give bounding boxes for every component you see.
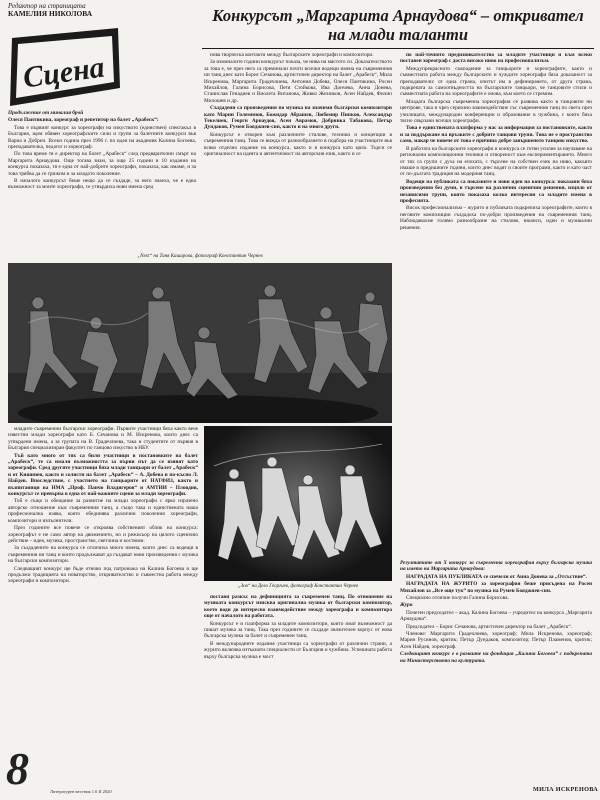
- editor-name: КАМЕЛИЯ НИКОЛОВА: [8, 9, 93, 18]
- right-column: [400, 52, 592, 552]
- mid-paragraph: нова творческа контакти между българските хореографи и композитори.: [210, 52, 374, 58]
- bottom-dance-photo: [204, 426, 392, 581]
- right-paragraph: по най-точното предизвикателство за младите участници и към всеки поставен хореограф с доста високо ниво на професионализъм.: [400, 52, 592, 65]
- left-column: [8, 110, 196, 250]
- lower-left-paragraph: За създадените на конкурса се отличиха много имена, които днес са водещи в съвременния ни танц и които продължават да създават нови произведения с музика на български композитори.: [8, 545, 198, 565]
- lower-mid-paragraph: В международните издания участници са хореографи от различни страни, а журито включва изтъкнати специалисти от България и чужбина. Успешната работа върху българска музика е мост: [204, 640, 392, 660]
- top-photo-caption: „Next“ на Таня Кашарова, фотограф Константин Чернев: [137, 254, 263, 259]
- lower-left-paragraph: Тъй като много от тях са били участници в постановките на балет „Арабеск“, те са имали възможността за първи път да се изявят като хореографи. Сред другите участници бяха млади танцьори от балет „Арабеск“ и от Кишинев, както и солисти на балет „Арабеск“ – А. Добева и по-късно Л. Найдев. Впоследствие, с участието на танцьорите от НАТФИЗ, както и възпитаници на НМА „Проф. Панчо Владигеров“ и АМТИИ – Пловдив, конкурсът се превърна в една от най-важните сцени за млади хореографи.: [8, 452, 198, 498]
- bottom-photo-caption: „Зов“ на Дело Георгиев, фотограф Константин Чернев: [237, 584, 359, 589]
- lower-mid-paragraph: Конкурсът е и платформа за младите композитори, които имат възможност да пишат музика за танц. Така през годините се създаде значителен корпус от нова българска музика за балет и съвременен танц.: [204, 620, 392, 640]
- top-dance-photo: [8, 263, 392, 423]
- lower-left-column: [8, 426, 198, 746]
- lower-left-paragraph: младите съвременни български хореографи. Първите участници бяха както вече известни млади хореографи като Б. Сечанова и М. Искренова, които днес са утвърдени имена, а за групата на В. Градечлиева, така и студентите от първия в България специализиран факултет по танцово изкуство в НБУ.: [8, 426, 198, 452]
- interviewee-lead: Олеся Пантикина, хореограф и репетитор на балет „Арабеск“:: [8, 117, 159, 124]
- left-paragraph: По това време тя е директор на балет „Арабеск“ след предварителни смърт на Маргарита Арнаудова. Още тогава знам, за още 25 години в 10 издания на конкурса показаха, тя е една от най-добрите хореографи, показаха, как имаме, и за това трябва да се грижим и за младото поколение.: [8, 151, 196, 177]
- logo-text: Сцена: [21, 50, 107, 95]
- mid-paragraph: Конкурсът е отворен към различните стилове, техники и концепции в съвременния танц. Това се вижда от разнообразието в подбора на участниците във всяко отделно издание на конкурса, както и в конкурса като цяло. Търси се оригиналност на идеята и автентичност на авторския език, както и се: [204, 131, 392, 158]
- right-paragraph: Това е единствената платформа у нас за информация за постановките, както и за поддържане на връзките с добрите танцови трупи. Това не е пространство само, макар че повече от това е причина добре завършеното танцово изкуство.: [400, 125, 592, 145]
- scena-logo: [8, 28, 123, 110]
- right-paragraph: Водещи на публиката са показните и нови идеи на конкурса: показани бяха произведения без думи, в търсене на различни сценични решения, изцяло от независими трупи, които показаха колко интересни са младите имена в професията.: [400, 178, 592, 204]
- kicker: Продължение от миналия брой: [8, 110, 84, 116]
- title-rule: [202, 48, 594, 49]
- right-paragraph: Младата българска съвременна хореография се развива както в танцовите ни центрове, така и чрез сериозно взаимодействие със съвременния танц по света през училищата, международни конференции и образование в чужбина, с които бяха тясно свързани всички хореографи.: [400, 98, 592, 125]
- right-paragraph: В работата на българските хореографи и конкурса се готви усилие за научаване на регионални композиционни техники и отвореност към експериментирането. Много от тях са групи с духа на епохата, с търсене на собствен език на ниво, какъвто имаше в предишните години, които днес водят и своите програми, както и като част от по-дългата традиция на модерния танц.: [400, 145, 592, 178]
- page-number: 8: [6, 743, 29, 794]
- jury-item: Почетен председател – акад. Калина Богоева – учредител на конкурса „Маргарита Арнаудова“.: [400, 609, 592, 623]
- left-paragraph: Това е първият конкурс за хореографи на изкуството (единствен) спектакъл в България, щом обявен хореографските сили и групи за балетните конкурси във Варна и Добрич. Всеки година през 1996 г. по идея на академик Калина Богоева, преподавателка, педагог и хореограф.: [8, 124, 196, 151]
- lower-left-paragraph: Следващият конкурс ще бъде отново под патронажа на Калина Богоева и ще продължи традицията на новаторство, откривателство и съвместна работа между хореографи и композитори.: [8, 565, 198, 585]
- right-paragraph: Междупрекрасното съвпадение за танцьорите и хореографите, както и съвместната работа между българските и чуждите хореографи бяха доказаност за преподаватели: от една страна, опитът им в дефинирането, от друга страна, подкрепата за самоотвъдността на българските танцьори, че танцовите стили и съвместната работа на хореографите е онова, към което се стремим.: [400, 65, 592, 98]
- closing-note: Следващият конкурс е в рамките на фондация „Калина Богоева“ с подкрепата на Министерството на културата.: [400, 651, 592, 664]
- footer-note: Литературен вестник 1.6 II 2020: [50, 789, 112, 794]
- right-paragraph: Висок професионализъм – журито и публиката подкрепиха хореографите, които в неговите композиции създадоха по-добри произведения на съвременния танц. Наблюдавахме голямо разнообразие на стилове, нюанси, идеи и музикални решения.: [400, 205, 592, 231]
- jury-item: Председател – Борис Сечанова, артистичен директор на балет „Арабеск“.: [406, 623, 573, 630]
- results-title: Резултатите от Х конкурс за съвременна хореография върху българска музика на името на Маргарита Арнаудова:: [400, 560, 592, 573]
- jury-label: Жури: [400, 602, 413, 609]
- jury-item: Членове: Маргарита Градечлиева, хореограф; Мила Искренова, хореограф; Марин Русинов, критик; Петър Дундаков, композитор; Петър Пламенов, критик; Асен Найдев, хореограф.: [400, 631, 592, 650]
- lower-mid-column: [204, 594, 392, 790]
- lower-left-paragraph: Той е също и обещание за развитие на млади хореографи с ярко изразено авторско отношение към съвременния танц, а също така и единствената наша професионална изява, която обединява различни поколения хореографи, композитори и изпълнители.: [8, 498, 198, 524]
- result-item: НАГРАДАТА НА ПУБЛИКАТА се спечели от Анна Донева за „Отсъствие“.: [406, 573, 587, 580]
- left-paragraph: В началото конкурсът беше нещо да се създаде, за него знаеха, че е една възможност за моите хореографи, се утвърдиха нови имена сред: [8, 178, 196, 191]
- article-title: Конкурсът „Маргарита Арнаудова“ – откривател на млади таланти: [212, 6, 584, 44]
- lower-mid-paragraph: постави разкъс на дефиницията за съвременен танц. По отношение на музиката конкурсът изисква оригинална музика от български композитор, което води до интересно взаимодействие между хореографа и композитора още от началото на работата.: [204, 594, 392, 620]
- editor-label: Редактор на страницата: [8, 2, 86, 10]
- lower-left-paragraph: През годините все повече се откроява собственият облик на конкурса: хореографът е не само автор на движението, но и режисьор на цялото сценично действие – идея, музика, пространство, светлина и костюми.: [8, 525, 198, 544]
- author-signature: МИЛА ИСКРЕНОВА: [533, 786, 598, 793]
- mid-column: [204, 52, 392, 252]
- result-item: Специално отличие получи Галина Борисова.: [406, 595, 509, 602]
- results-column: [400, 560, 592, 782]
- mid-paragraph: За изминалите години конкурсът показа, че нива на мястото си. Доказателството за това е, че през него са преминали почти всички водещи имена на съвременния ни танц днес като Борис Сечанова, артистичен директор на балет „Арабеск“, Мила Искренова, Маргарита Градечлиева, Антония Добева, Олеся Пантикина, Росен Михайлов, Галина Борисова, Петя Стойкова, Ива Дончева, Анна Донева, Станислав Генадиев и Виолета Витанова, Живко Желязков, Асен Найдев, Филип Милошев и др.: [204, 59, 392, 104]
- mid-paragraph: Създадени са произведения по музика на значими български композитори като Марин Големинов, Божидар Абрашев, Любомир Пипков, Александър Текелиев, Георги Арнаудов, Асен Аврамов, Добринка Табакова, Петър Дундаков, Румен Бояджиев-син, както и на много други.: [204, 105, 392, 131]
- result-item: НАГРАДАТА НА ЖУРИТО за хореография беше присъдена на Росен Михайлов за „Все още тук“ по музика на Румен Бояджиев-син.: [400, 581, 592, 594]
- page-header: [8, 2, 198, 18]
